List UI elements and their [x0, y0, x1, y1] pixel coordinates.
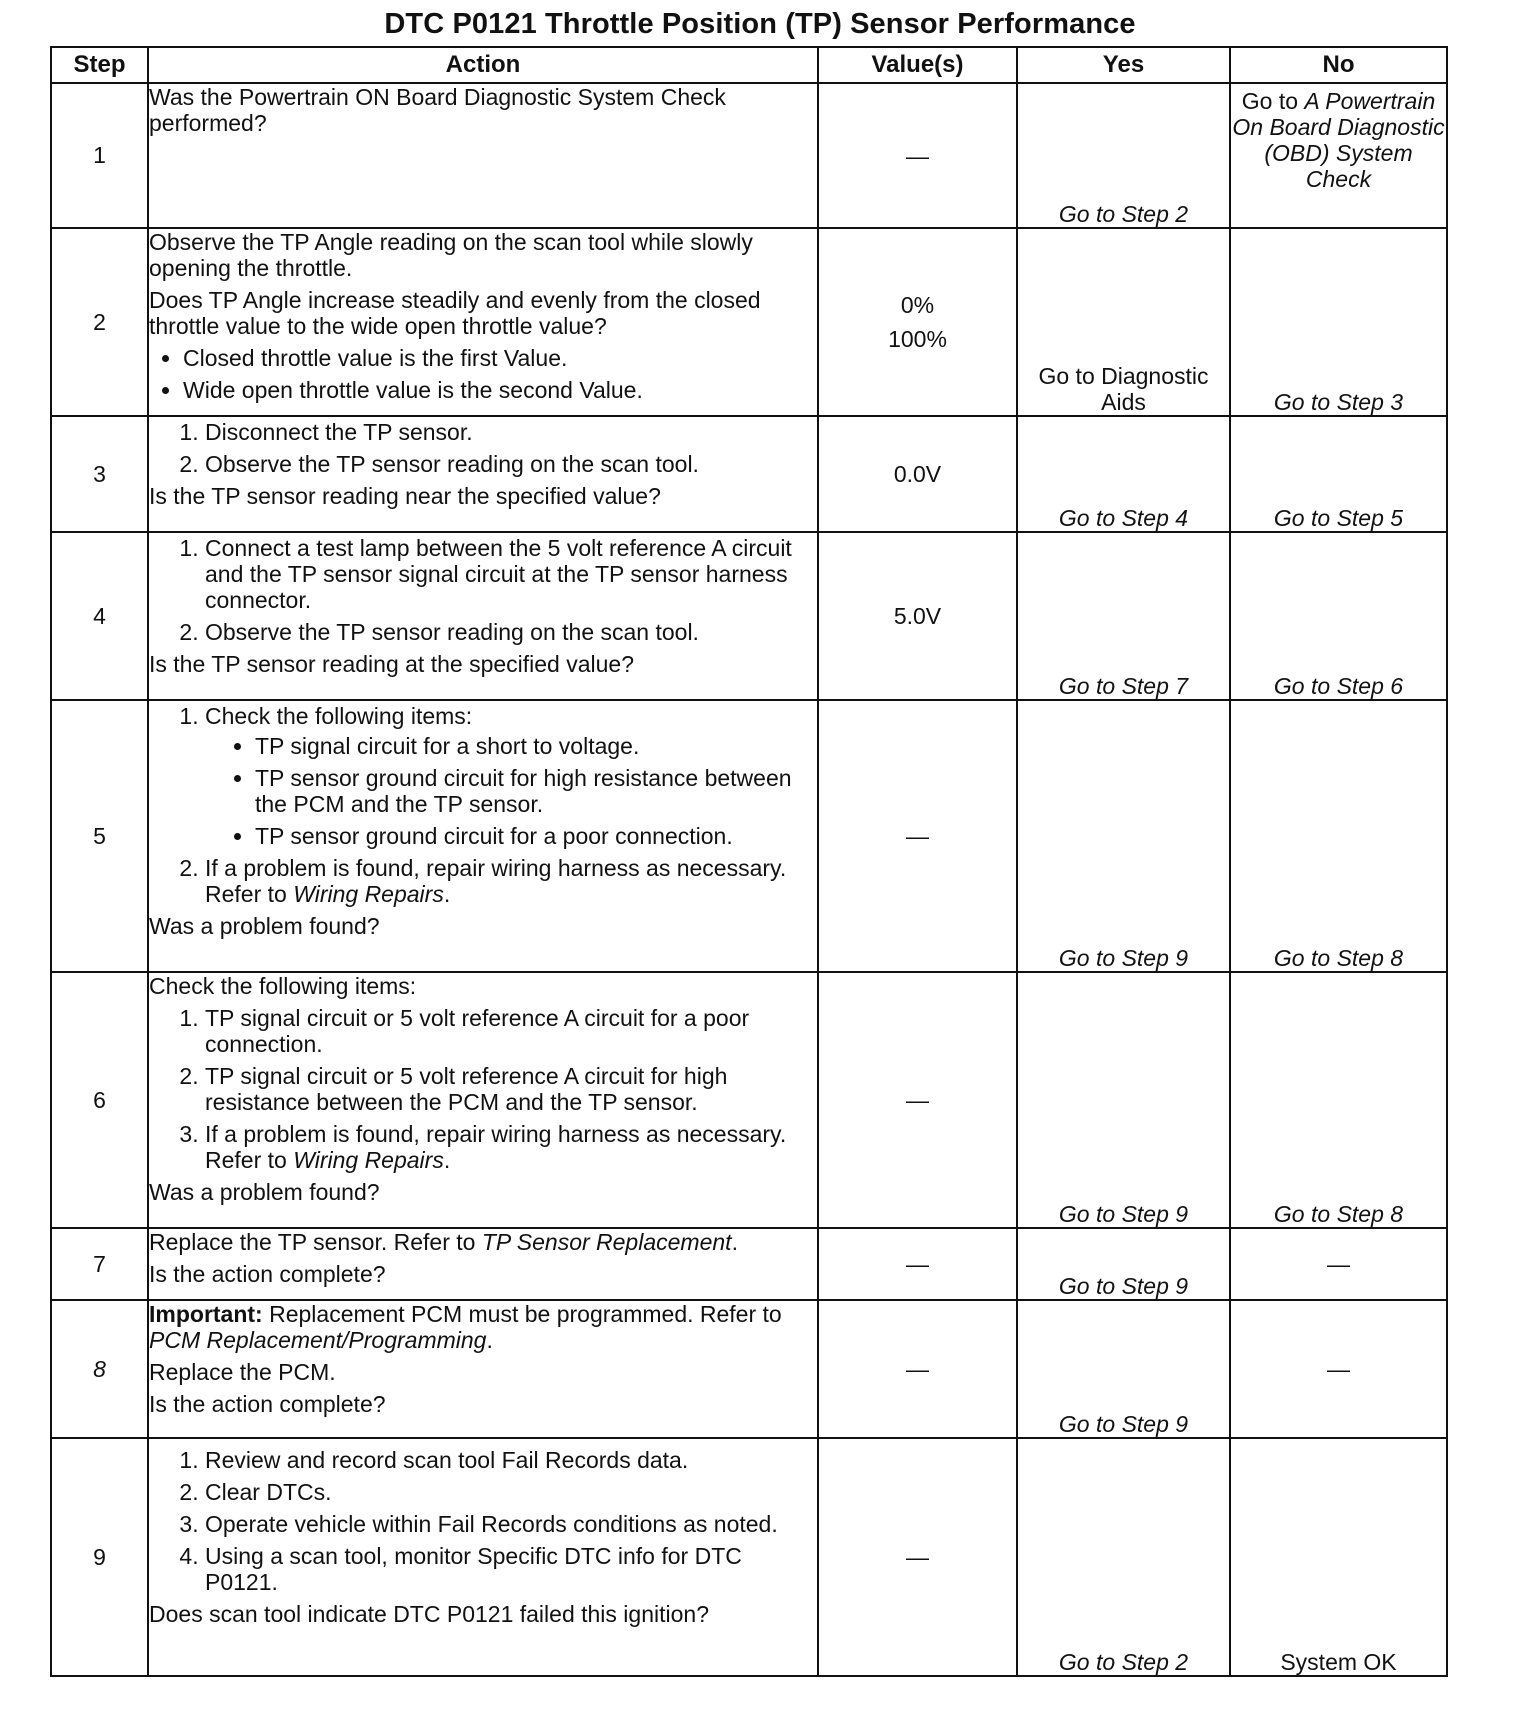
- yes-link[interactable]: Go to Step 2: [1058, 201, 1189, 227]
- list-item-text: Check the following items:: [205, 703, 473, 729]
- list-item: [205, 703, 817, 849]
- action-text-prefix: Replace the TP sensor. Refer to: [149, 1229, 482, 1255]
- action-question: Is the action complete?: [149, 1391, 386, 1417]
- no-cell: [1230, 532, 1447, 700]
- table-row-step-3: [51, 416, 1447, 532]
- list-item: • Closed throttle value is the first Value.: [183, 345, 817, 371]
- action-question: Does scan tool indicate DTC P0121 failed this ignition?: [149, 1601, 709, 1627]
- header-yes: Yes: [1017, 47, 1230, 83]
- no-cell: [1230, 83, 1447, 228]
- value-cell: —: [818, 1438, 1017, 1676]
- numbered-list: [149, 703, 817, 907]
- header-action: Action: [148, 47, 818, 83]
- step-number: 2: [51, 228, 148, 416]
- step-number: 7: [51, 1228, 148, 1300]
- numbered-list: [149, 535, 817, 645]
- action-cell: [148, 416, 818, 532]
- no-link[interactable]: Go to Step 8: [1273, 945, 1404, 971]
- yes-link[interactable]: Go to Step 9: [1058, 945, 1189, 971]
- table-row-step-9: [51, 1438, 1447, 1676]
- header-values: Value(s): [818, 47, 1017, 83]
- no-cell: [1230, 1438, 1447, 1676]
- yes-link[interactable]: Go to Diagnostic Aids: [1038, 363, 1209, 415]
- yes-link[interactable]: Go to Step 4: [1058, 505, 1189, 531]
- list-item: [205, 1121, 817, 1173]
- punctuation: .: [731, 1229, 738, 1255]
- numbered-list: [149, 1005, 817, 1173]
- action-question: Was the Powertrain ON Board Diagnostic System Check performed?: [149, 84, 726, 136]
- no-cell: [1230, 972, 1447, 1228]
- important-text: Replacement PCM must be programmed. Refer to: [262, 1301, 782, 1327]
- reference-link[interactable]: Wiring Repairs: [293, 881, 444, 907]
- no-link[interactable]: Go to Step 8: [1273, 1201, 1404, 1227]
- list-item: • Wide open throttle value is the second Value.: [183, 377, 817, 403]
- yes-cell: [1017, 228, 1230, 416]
- value-cell: 5.0V: [818, 532, 1017, 700]
- yes-link[interactable]: Go to Step 2: [1058, 1649, 1189, 1675]
- numbered-list: [149, 419, 817, 477]
- reference-link[interactable]: PCM Replacement/Programming: [149, 1327, 487, 1353]
- table-row-step-1: [51, 83, 1447, 228]
- yes-link[interactable]: Go to Step 9: [1058, 1273, 1189, 1299]
- yes-cell: [1017, 1300, 1230, 1438]
- yes-cell: [1017, 83, 1230, 228]
- action-cell: [148, 1438, 818, 1676]
- table-row-step-6: [51, 972, 1447, 1228]
- action-question: Is the action complete?: [149, 1261, 386, 1287]
- no-link[interactable]: Go to Step 3: [1273, 389, 1404, 415]
- action-question: Does TP Angle increase steadily and evenly from the closed throttle value to the wide open throttle value?: [149, 287, 761, 339]
- yes-cell: [1017, 1438, 1230, 1676]
- table-row-step-4: [51, 532, 1447, 700]
- header-no: No: [1230, 47, 1447, 83]
- action-question: Was a problem found?: [149, 913, 380, 939]
- list-item: 4. Using a scan tool, monitor Specific DTC info for DTC P0121.: [205, 1543, 817, 1595]
- header-step: Step: [51, 47, 148, 83]
- list-item: 1. Review and record scan tool Fail Records data.: [205, 1447, 817, 1473]
- value-cell: —: [818, 700, 1017, 972]
- step-number: 1: [51, 83, 148, 228]
- table-header-row: [51, 47, 1447, 83]
- action-question: Was a problem found?: [149, 1179, 380, 1205]
- yes-cell: [1017, 972, 1230, 1228]
- value-cell: —: [818, 1300, 1017, 1438]
- action-cell: [148, 972, 818, 1228]
- reference-link[interactable]: TP Sensor Replacement: [481, 1229, 732, 1255]
- list-item: 2. Observe the TP sensor reading on the scan tool.: [205, 619, 817, 645]
- no-cell: [1230, 700, 1447, 972]
- step-number: 4: [51, 532, 148, 700]
- punctuation: .: [443, 881, 451, 907]
- yes-cell: [1017, 416, 1230, 532]
- action-text: Observe the TP Angle reading on the scan tool while slowly opening the throttle.: [149, 229, 753, 281]
- value-cell: —: [818, 972, 1017, 1228]
- numbered-list: [149, 1447, 817, 1595]
- list-item: • TP sensor ground circuit for high resistance between the PCM and the TP sensor.: [255, 765, 817, 817]
- list-item: 1. Connect a test lamp between the 5 volt reference A circuit and the TP sensor signal circuit at the TP sensor harness connector.: [205, 535, 817, 613]
- value-cell: —: [818, 83, 1017, 228]
- list-item: 3. Operate vehicle within Fail Records conditions as noted.: [205, 1511, 817, 1537]
- table-row-step-5: [51, 700, 1447, 972]
- table-row-step-7: [51, 1228, 1447, 1300]
- no-link[interactable]: A Powertrain On Board Diagnostic (OBD) System Check: [1232, 88, 1445, 192]
- value-cell: —: [818, 1228, 1017, 1300]
- list-item: 2. Clear DTCs.: [205, 1479, 817, 1505]
- bullet-list: [149, 345, 817, 403]
- bullet-list: [205, 733, 817, 849]
- value-open: 100%: [888, 326, 947, 352]
- list-item: • TP signal circuit for a short to voltage.: [255, 733, 817, 759]
- no-cell: [1230, 416, 1447, 532]
- value-closed: 0%: [900, 292, 935, 318]
- punctuation: .: [486, 1327, 493, 1353]
- value-cell: 0.0V: [818, 416, 1017, 532]
- yes-link[interactable]: Go to Step 7: [1058, 673, 1189, 699]
- no-link[interactable]: Go to Step 5: [1273, 505, 1404, 531]
- list-item: • TP sensor ground circuit for a poor connection.: [255, 823, 817, 849]
- yes-link[interactable]: Go to Step 9: [1058, 1411, 1189, 1437]
- value-cell: [818, 228, 1017, 416]
- important-label: Important:: [149, 1301, 263, 1327]
- yes-cell: [1017, 1228, 1230, 1300]
- important-note: [149, 1301, 817, 1353]
- step-number: 6: [51, 972, 148, 1228]
- list-item: 1. Disconnect the TP sensor.: [205, 419, 817, 445]
- step-number: 9: [51, 1438, 148, 1676]
- yes-link[interactable]: Go to Step 9: [1058, 1201, 1189, 1227]
- action-cell: [148, 1300, 818, 1438]
- no-cell: —: [1230, 1300, 1447, 1438]
- action-text: [149, 1229, 817, 1255]
- action-cell: [148, 83, 818, 228]
- step-number: 8: [51, 1300, 148, 1438]
- table-row-step-2: [51, 228, 1447, 416]
- list-item-text: If a problem is found, repair wiring harness as necessary. Refer to: [205, 855, 787, 907]
- no-link[interactable]: Go to Step 6: [1273, 673, 1404, 699]
- diagnostic-table: [50, 46, 1448, 1677]
- no-cell: [1230, 228, 1447, 416]
- punctuation: .: [443, 1147, 451, 1173]
- step-number: 5: [51, 700, 148, 972]
- yes-cell: [1017, 532, 1230, 700]
- list-item-text: If a problem is found, repair wiring harness as necessary. Refer to: [205, 1121, 787, 1173]
- list-item: [205, 855, 817, 907]
- reference-link[interactable]: Wiring Repairs: [293, 1147, 444, 1173]
- action-text: Replace the PCM.: [149, 1359, 336, 1385]
- no-result: System OK: [1280, 1649, 1397, 1675]
- list-item: 2. TP signal circuit or 5 volt reference A circuit for high resistance between the PCM and the TP sensor.: [205, 1063, 817, 1115]
- table-row-step-8: [51, 1300, 1447, 1438]
- action-question: Is the TP sensor reading at the specified value?: [149, 651, 635, 677]
- list-item: 1. TP signal circuit or 5 volt reference A circuit for a poor connection.: [205, 1005, 817, 1057]
- list-item: 2. Observe the TP sensor reading on the scan tool.: [205, 451, 817, 477]
- action-cell: [148, 700, 818, 972]
- no-cell: —: [1230, 1228, 1447, 1300]
- action-cell: [148, 532, 818, 700]
- no-prefix: Go to: [1241, 88, 1305, 114]
- yes-cell: [1017, 700, 1230, 972]
- action-question: Is the TP sensor reading near the specified value?: [149, 483, 661, 509]
- page-title: DTC P0121 Throttle Position (TP) Sensor Performance: [384, 8, 1136, 40]
- action-cell: [148, 1228, 818, 1300]
- action-text: Check the following items:: [149, 973, 417, 999]
- action-cell: [148, 228, 818, 416]
- step-number: 3: [51, 416, 148, 532]
